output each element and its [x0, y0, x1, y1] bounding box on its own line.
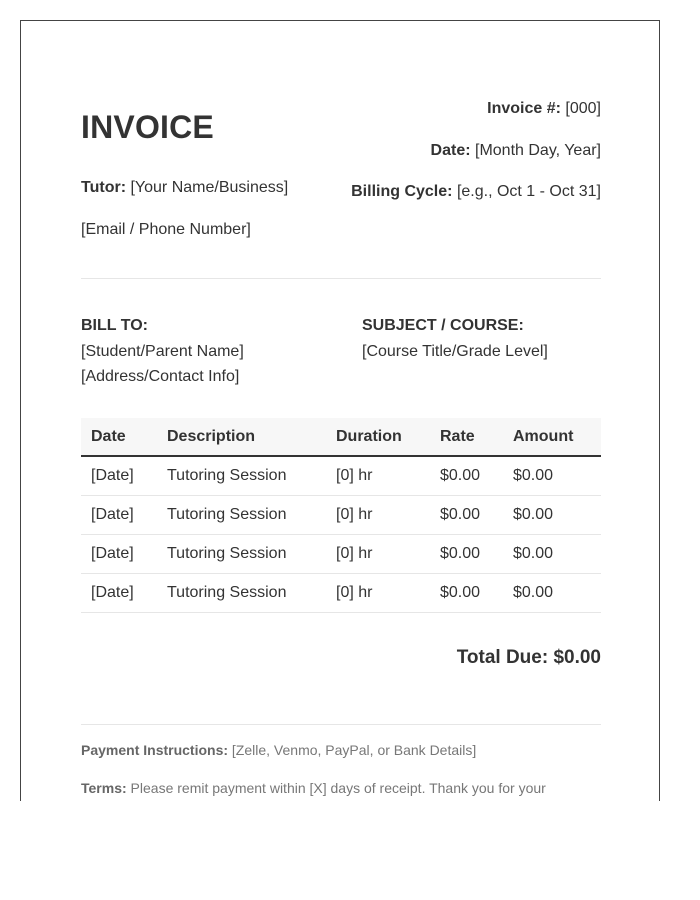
- invoice-page: [20, 20, 660, 801]
- subject-heading: SUBJECT / COURSE:: [362, 317, 524, 334]
- cell-description: Tutoring Session: [157, 574, 326, 613]
- total-due-value: $0.00: [553, 647, 601, 668]
- cell-amount: $0.00: [503, 496, 601, 535]
- bill-to-address: [Address/Contact Info]: [81, 368, 240, 385]
- invoice-date-label: Date:: [430, 142, 471, 159]
- cell-date: [Date]: [81, 456, 157, 496]
- bill-to-name: [Student/Parent Name]: [81, 343, 244, 360]
- total-due-label: Total Due:: [456, 647, 549, 668]
- invoice-number: [487, 100, 601, 118]
- column-header-rate: Rate: [430, 418, 503, 456]
- cell-description: Tutoring Session: [157, 535, 326, 574]
- table-row: [81, 456, 601, 496]
- invoice-title: INVOICE: [81, 109, 214, 145]
- header-divider: [81, 278, 601, 279]
- cell-rate: $0.00: [430, 535, 503, 574]
- billing-cycle-label: Billing Cycle:: [351, 183, 453, 200]
- cell-duration: [0] hr: [326, 496, 430, 535]
- footer-divider: [81, 724, 601, 725]
- cell-amount: $0.00: [503, 535, 601, 574]
- column-header-description: Description: [157, 418, 326, 456]
- payment-instructions: [81, 742, 476, 758]
- tutor-name-value: [Your Name/Business]: [130, 179, 289, 196]
- tutor-name: [81, 179, 288, 197]
- tutor-label: Tutor:: [81, 179, 127, 196]
- tutor-contact: [Email / Phone Number]: [81, 221, 251, 238]
- subject-section: [362, 313, 548, 364]
- bill-to-heading: BILL TO:: [81, 317, 148, 334]
- column-header-date: Date: [81, 418, 157, 456]
- cell-amount: $0.00: [503, 456, 601, 496]
- billing-cycle: [351, 183, 601, 201]
- invoice-date-value: [Month Day, Year]: [475, 142, 601, 159]
- invoice-date: [431, 142, 601, 160]
- invoice-number-value: [000]: [565, 100, 601, 117]
- invoice-number-label: Invoice #:: [487, 100, 561, 117]
- cell-duration: [0] hr: [326, 535, 430, 574]
- table-row: [81, 496, 601, 535]
- cell-description: Tutoring Session: [157, 496, 326, 535]
- subject-value: [Course Title/Grade Level]: [362, 343, 548, 360]
- cell-rate: $0.00: [430, 456, 503, 496]
- table-header-row: [81, 418, 601, 456]
- cell-date: [Date]: [81, 496, 157, 535]
- cell-rate: $0.00: [430, 496, 503, 535]
- cell-amount: $0.00: [503, 574, 601, 613]
- cell-rate: $0.00: [430, 574, 503, 613]
- cell-duration: [0] hr: [326, 456, 430, 496]
- table-row: [81, 574, 601, 613]
- payment-instructions-value: [Zelle, Venmo, PayPal, or Bank Details]: [231, 742, 477, 758]
- cell-date: [Date]: [81, 574, 157, 613]
- total-due: [457, 647, 601, 669]
- column-header-duration: Duration: [326, 418, 430, 456]
- terms-value: Please remit payment within [X] days of receipt. Thank you for your: [130, 780, 546, 796]
- billing-cycle-value: [e.g., Oct 1 - Oct 31]: [456, 183, 601, 200]
- cell-date: [Date]: [81, 535, 157, 574]
- terms-label: Terms:: [81, 780, 127, 796]
- payment-instructions-label: Payment Instructions:: [81, 742, 229, 758]
- line-items-table: [81, 418, 601, 613]
- terms: [81, 780, 546, 796]
- table-row: [81, 535, 601, 574]
- cell-description: Tutoring Session: [157, 456, 326, 496]
- cell-duration: [0] hr: [326, 574, 430, 613]
- column-header-amount: Amount: [503, 418, 601, 456]
- bill-to-section: [81, 313, 244, 389]
